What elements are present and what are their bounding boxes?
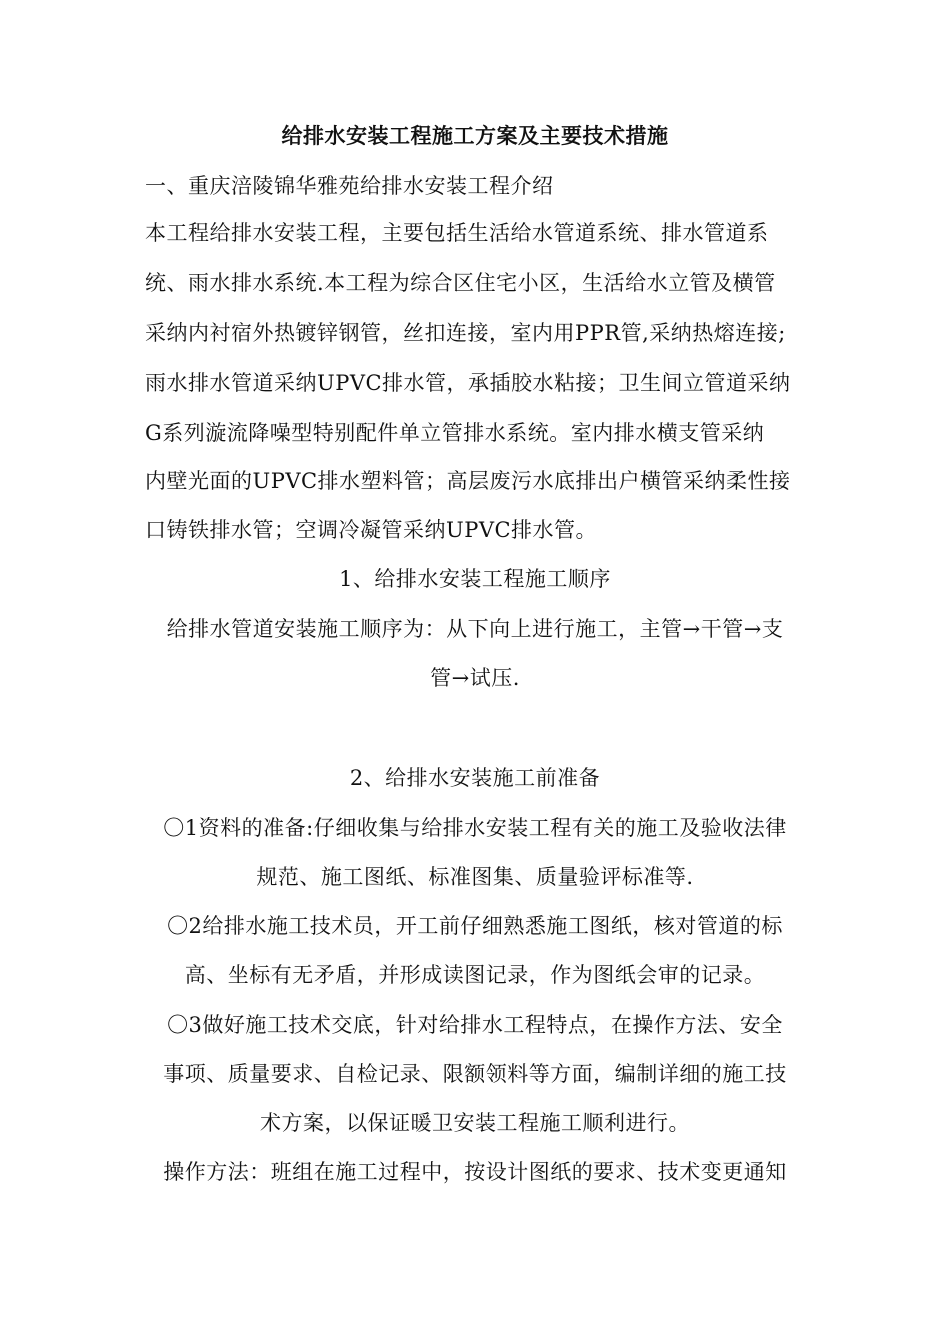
intro-line-6: 内壁光面的UPVC排水塑料管；高层废污水底排出户横管采纳柔性接: [145, 469, 791, 493]
prep-line-2: 规范、施工图纸、标准图集、质量验评标准等.: [256, 865, 694, 889]
prep-line-7: 术方案，以保证暖卫安装工程施工顺利进行。: [260, 1111, 690, 1135]
prep-line-1: 〇1资料的准备:仔细收集与给排水安装工程有关的施工及验收法律: [163, 816, 787, 840]
prep-line-3: 〇2给排水施工技术员，开工前仔细熟悉施工图纸，核对管道的标: [167, 914, 783, 938]
intro-line-3: 采纳内衬宿外热镀锌钢管，丝扣连接，室内用PPR管,采纳热熔连接;: [145, 321, 786, 345]
subsection-heading-preparation: 2、给排水安装施工前准备: [349, 766, 601, 790]
prep-line-4: 高、坐标有无矛盾，并形成读图记录，作为图纸会审的记录。: [184, 963, 766, 987]
order-line-2: 管→试压.: [430, 666, 520, 690]
document-title: 给排水安装工程施工方案及主要技术措施: [281, 123, 669, 148]
intro-line-2: 统、雨水排水系统.本工程为综合区住宅小区，生活给水立管及横管: [145, 271, 776, 295]
subsection-heading-order: 1、给排水安装工程施工顺序: [339, 567, 611, 591]
section-heading-intro: 一、重庆涪陵锦华雅苑给排水安装工程介绍: [145, 174, 554, 198]
intro-line-4: 雨水排水管道采纳UPVC排水管，承插胶水粘接；卫生间立管道采纳: [145, 371, 791, 395]
intro-line-1: 本工程给排水安装工程，主要包括生活给水管道系统、排水管道系: [145, 221, 769, 245]
order-line-1: 给排水管道安装施工顺序为：从下向上进行施工，主管→干管→支: [166, 617, 784, 641]
intro-line-7: 口铸铁排水管；空调冷凝管采纳UPVC排水管。: [145, 518, 598, 542]
intro-line-5: G系列漩流降噪型特别配件单立管排水系统。室内排水横支管采纳: [145, 421, 765, 445]
prep-line-5: 〇3做好施工技术交底，针对给排水工程特点，在操作方法、安全: [167, 1013, 783, 1037]
prep-line-8: 操作方法：班组在施工过程中，按设计图纸的要求、技术变更通知: [163, 1160, 787, 1184]
prep-line-6: 事项、质量要求、自检记录、限额领料等方面，编制详细的施工技: [163, 1062, 787, 1086]
